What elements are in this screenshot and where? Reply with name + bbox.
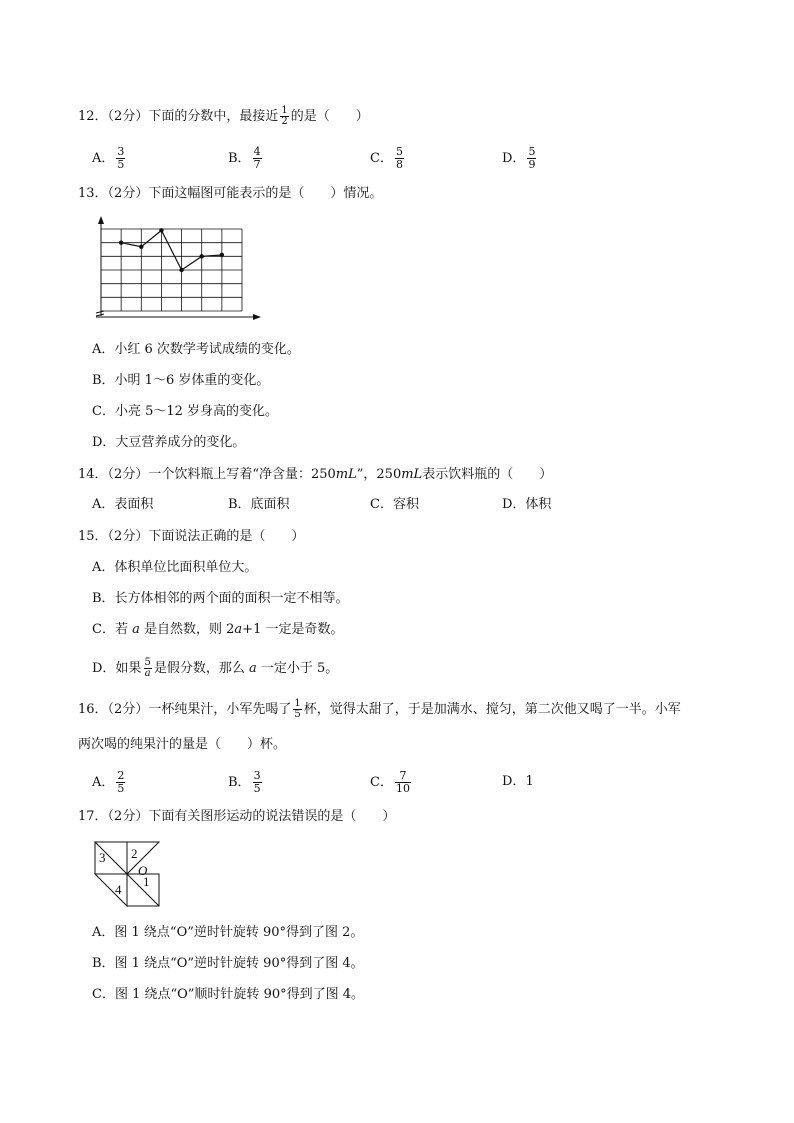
q13-option-d[interactable]: D．大豆营养成分的变化。 [92,435,246,450]
q15-option-d[interactable]: D．如果 $\frac{5}{a}$ 是假分数，那么 a 一定小于 5。 [92,657,339,679]
label-3: 3 [99,850,106,865]
q12-option-a[interactable]: A． $\frac{3}{5}$ [92,145,125,171]
data-point [159,228,163,232]
data-point [220,253,224,257]
label-O: O [138,863,148,878]
label-1: 1 [143,874,150,889]
q16-stem-line1: 16．（2分）一杯纯果汁，小军先喝了 $\frac{1}{5}$ 杯，觉得太甜了，于是加满水、搅匀，第二次他又喝了一半。小军 [78,698,681,720]
q17-stem: 17．（2分）下面有关图形运动的说法错误的是（ ） [78,809,396,824]
x-axis-arrow [253,314,261,320]
q16-option-d[interactable]: D．1 [502,774,534,789]
q15-option-a[interactable]: A．体积单位比面积单位大。 [92,560,258,575]
q14-option-b[interactable]: B．底面积 [228,497,290,512]
q13-option-c[interactable]: C．小亮 5～12 岁身高的变化。 [92,404,279,419]
q12-fraction: $\frac{1}{2}$ [281,105,288,127]
data-point [139,245,143,249]
label-2: 2 [131,846,138,861]
data-point [119,240,123,244]
q14-option-c[interactable]: C．容积 [370,497,419,512]
q17-option-c[interactable]: C．图 1 绕点“O”顺时针旋转 90°得到了图 4。 [92,987,365,1002]
q12-option-d[interactable]: D． $\frac{5}{9}$ [502,145,536,171]
q12-option-b[interactable]: B． $\frac{4}{7}$ [228,145,261,171]
data-point [200,254,204,258]
axis-break-mark [96,311,104,316]
q13-option-b[interactable]: B．小明 1～6 岁体重的变化。 [92,373,270,388]
q14-option-d[interactable]: D．体积 [502,497,552,512]
q13-line-chart [92,216,262,326]
series-line [121,230,222,270]
q15-option-b[interactable]: B．长方体相邻的两个面的面积一定不相等。 [92,591,349,606]
q17-option-a[interactable]: A．图 1 绕点“O”逆时针旋转 90°得到了图 2。 [92,925,364,940]
y-axis-arrow [98,216,104,224]
q13-stem: 13．（2分）下面这幅图可能表示的是（ ）情况。 [78,186,383,201]
q17-pinwheel-figure [95,842,163,908]
q12-option-c[interactable]: C． $\frac{5}{8}$ [370,145,403,171]
q13-option-a[interactable]: A．小红 6 次数学考试成绩的变化。 [92,342,300,357]
q16-stem-line2: 两次喝的纯果汁的量是（ ）杯。 [78,737,287,752]
q16-option-b[interactable]: B． $\frac{3}{5}$ [228,769,261,795]
q16-option-a[interactable]: A． $\frac{2}{5}$ [92,769,125,795]
q14-option-a[interactable]: A．表面积 [92,497,154,512]
q14-stem: 14．（2分）一个饮料瓶上写着“净含量：250mL”，250mL表示饮料瓶的（ ） [78,467,553,482]
label-4: 4 [115,882,122,897]
q17-option-b[interactable]: B．图 1 绕点“O”逆时针旋转 90°得到了图 4。 [92,956,364,971]
q15-stem: 15．（2分）下面说法正确的是（ ） [78,529,305,544]
q16-option-c[interactable]: C． $\frac{7}{10}$ [370,769,410,795]
q15-option-c[interactable]: C．若 a 是自然数，则 2a+1 一定是奇数。 [92,622,344,637]
q12-stem: 12．（2分）下面的分数中，最接近 $\frac{1}{2}$ 的是（ ） [78,105,369,127]
data-point [179,268,183,272]
figure-4-triangle [95,874,127,906]
